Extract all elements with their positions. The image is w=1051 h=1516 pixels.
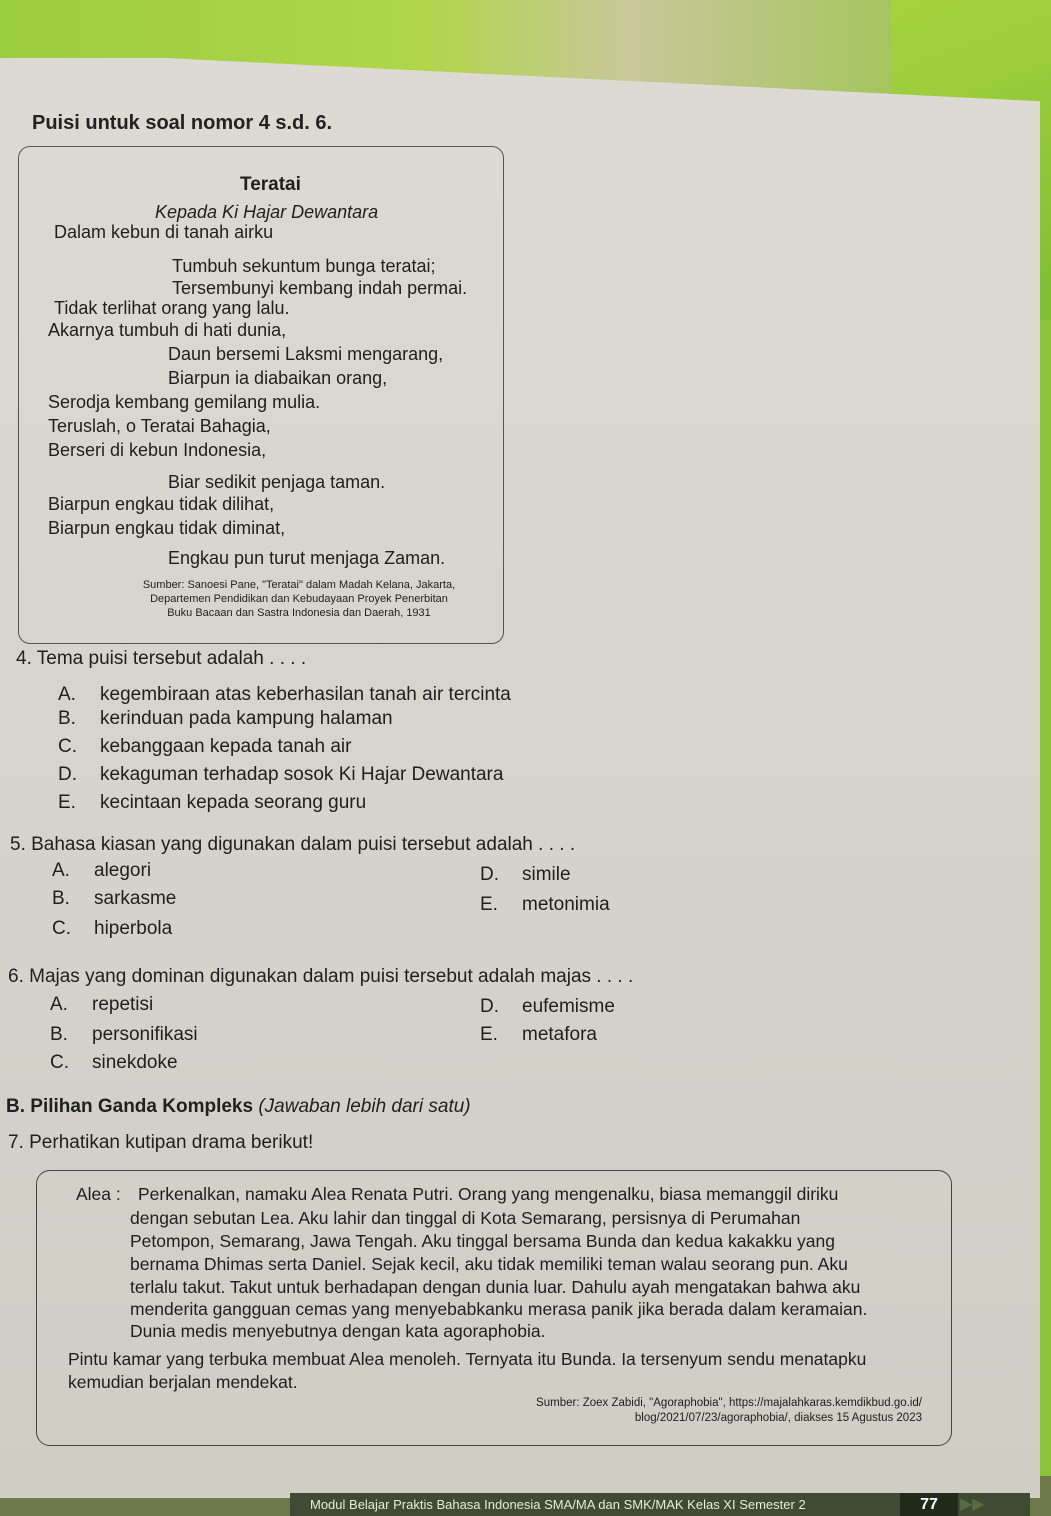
drama-line: Dunia medis menyebutnya dengan kata agoraphobia. [130,1321,546,1341]
q4-option-b[interactable] [58,708,393,730]
poem-line: Biarpun engkau tidak diminat, [48,518,286,538]
q6-option-c[interactable] [50,1052,178,1074]
q5-option-b[interactable] [52,888,176,910]
poem-subtitle: Kepada Ki Hajar Dewantara [155,202,379,222]
drama-speaker: Alea : [76,1184,121,1204]
poem-line: Daun bersemi Laksmi mengarang, [168,344,444,364]
poem-line: Serodja kembang gemilang mulia. [48,392,321,412]
option-letter: D. [480,996,499,1017]
option-text: sinekdoke [92,1052,178,1073]
option-letter: E. [480,1024,498,1045]
question-5: 5. Bahasa kiasan yang digunakan dalam puisi tersebut adalah . . . . [10,834,576,855]
option-text: hiperbola [94,918,173,939]
question-7: 7. Perhatikan kutipan drama berikut! [8,1132,314,1153]
option-letter: D. [58,764,77,785]
drama-line: Perkenalkan, namaku Alea Renata Putri. Orang yang mengenalku, biasa memanggil diriku [138,1184,839,1204]
poem-line: Tumbuh sekuntum bunga teratai; [172,256,436,276]
q4-option-e[interactable] [58,792,366,814]
question-4: 4. Tema puisi tersebut adalah . . . . [16,648,307,669]
poem-source-line: Departemen Pendidikan dan Kebudayaan Proyek Penerbitan [150,593,448,605]
section-b-label: B. Pilihan Ganda Kompleks [6,1096,254,1117]
drama-line: bernama Dhimas serta Daniel. Sejak kecil, aku tidak memiliki teman walau seorang pun. Aku [130,1254,848,1274]
option-text: kecintaan kepada seorang guru [100,792,367,813]
option-text: metafora [522,1024,597,1045]
option-letter: B. [58,708,76,729]
footer-title: Modul Belajar Praktis Bahasa Indonesia SMA/MA dan SMK/MAK Kelas XI Semester 2 [290,1493,1030,1516]
option-text: eufemisme [522,996,615,1017]
question-6: 6. Majas yang dominan digunakan dalam puisi tersebut adalah majas . . . . [8,966,634,987]
poem-line: Akarnya tumbuh di hati dunia, [48,320,287,340]
section-b-title [6,1096,471,1118]
option-text: simile [522,864,571,885]
drama-line: terlalu takut. Takut untuk berhadapan dengan dunia luar. Dahulu ayah mengatakan bahwa aku [130,1277,861,1297]
q6-option-a[interactable] [50,994,153,1016]
option-letter: B. [52,888,70,909]
option-text: alegori [94,860,152,881]
option-text: kebanggaan kepada tanah air [100,736,352,757]
option-text: personifikasi [92,1024,198,1045]
drama-line: dengan sebutan Lea. Aku lahir dan tinggal di Kota Semarang, persisnya di Perumahan [130,1208,801,1228]
poem-line: Berseri di kebun Indonesia, [48,440,267,460]
q6-option-b[interactable] [50,1024,198,1046]
q5-option-a[interactable] [52,860,151,882]
poem-heading: Puisi untuk soal nomor 4 s.d. 6. [32,112,333,134]
option-letter: A. [50,994,68,1015]
poem-line: Dalam kebun di tanah airku [54,222,274,242]
option-text: kerinduan pada kampung halaman [100,708,393,729]
option-letter: A. [58,684,76,705]
poem-line: Tidak terlihat orang yang lalu. [54,298,290,318]
option-letter: E. [480,894,498,915]
q4-option-a[interactable] [58,684,511,706]
poem-line: Biarpun engkau tidak dilihat, [48,494,275,514]
q4-option-d[interactable] [58,764,503,786]
chevron-right-icon: ▶▶ [960,1496,985,1513]
poem-source-line: Buku Bacaan dan Sastra Indonesia dan Daerah, 1931 [167,607,431,619]
option-letter: B. [50,1024,68,1045]
drama-narration-line: Pintu kamar yang terbuka membuat Alea menoleh. Ternyata itu Bunda. Ia tersenyum sendu menatapku [68,1349,867,1369]
option-text: repetisi [92,994,154,1015]
poem-line: Teruslah, o Teratai Bahagia, [48,416,271,436]
option-letter: C. [50,1052,69,1073]
q5-option-c[interactable] [52,918,172,940]
page-number: 77 [900,1493,958,1516]
option-letter: A. [52,860,70,881]
option-letter: C. [58,736,77,757]
poem-line: Biar sedikit penjaga taman. [168,472,386,492]
drama-narration-line: kemudian berjalan mendekat. [68,1372,298,1392]
section-b-subtitle: (Jawaban lebih dari satu) [258,1096,471,1117]
drama-line: menderita gangguan cemas yang menyebabkanku merasa panik jika berada dalam keramaian. [130,1299,868,1319]
q6-option-e[interactable] [480,1024,597,1046]
poem-source-line: Sumber: Sanoesi Pane, "Teratai" dalam Madah Kelana, Jakarta, [142,579,456,591]
q5-option-e[interactable] [480,894,610,916]
option-letter: C. [52,918,71,939]
option-letter: E. [58,792,76,813]
drama-source-line: blog/2021/07/23/agoraphobia/, diakses 15 Agustus 2023 [634,1412,922,1424]
option-text: kekaguman terhadap sosok Ki Hajar Dewantara [100,764,504,785]
option-letter: D. [480,864,499,885]
poem-title: Teratai [240,174,301,195]
option-text: sarkasme [94,888,177,909]
poem-line: Engkau pun turut menjaga Zaman. [168,548,446,568]
poem-line: Tersembunyi kembang indah permai. [172,278,468,298]
q6-option-d[interactable] [480,996,615,1018]
q4-option-c[interactable] [58,736,351,758]
drama-source [470,1396,922,1426]
q5-option-d[interactable] [480,864,571,886]
poem-line: Biarpun ia diabaikan orang, [168,368,388,388]
drama-source-line: Sumber: Zoex Zabidi, "Agoraphobia", https://majalahkaras.kemdikbud.go.id/ [536,1397,922,1409]
option-text: metonimia [522,894,610,915]
drama-line: Petompon, Semarang, Jawa Tengah. Aku tinggal bersama Bunda dan kedua kakakku yang [130,1231,836,1251]
option-text: kegembiraan atas keberhasilan tanah air tercinta [100,684,511,705]
